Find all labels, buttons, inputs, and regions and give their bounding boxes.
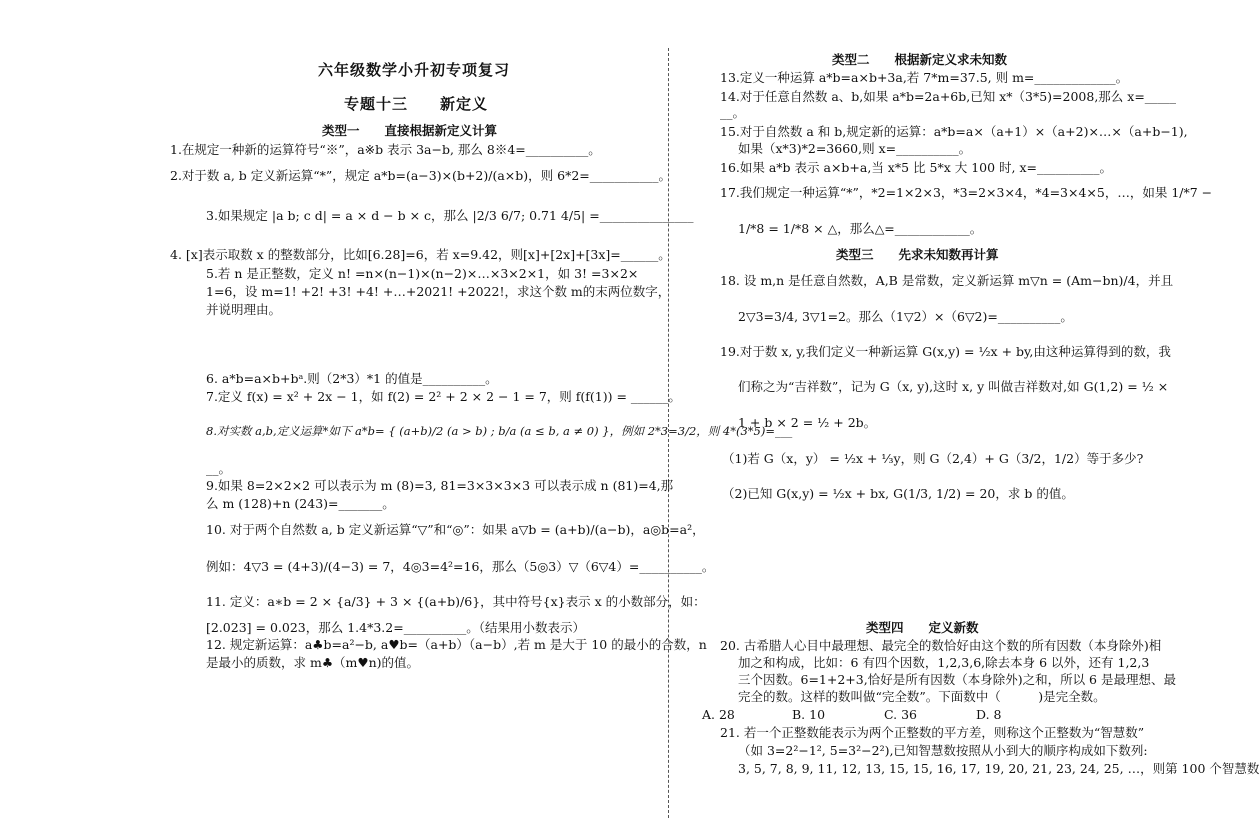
- question-20-line-4: 完全的数。这样的数叫做“完全数”。下面数中（ )是完全数。: [738, 689, 1106, 704]
- question-13: 13.定义一种运算 a*b=a×b+3a,若 7*m=37.5, 则 m=_____________。: [720, 70, 1129, 85]
- question-15-line-1: 15.对于自然数 a 和 b,规定新的运算：a*b=a×（a+1）×（a+2)×…×（a+b−1),: [720, 124, 1188, 139]
- option-b: B. 10: [792, 707, 826, 722]
- question-10-line-1: 10. 对于两个自然数 a, b 定义新运算“▽”和“◎”：如果 a▽b = (a+b)/(a−b)，a◎b=a²，: [206, 522, 705, 537]
- question-16: 16.如果 a*b 表示 a×b+a,当 x*5 比 5*x 大 100 时, x=__________。: [720, 160, 1113, 175]
- question-9-line-2: 么 m (128)+n (243)=_______。: [206, 496, 395, 511]
- question-3: 3.如果规定 |a b; c d| = a × d − b × c，那么 |2/3 6/7; 0.71 4/5| =_______________: [206, 208, 694, 223]
- question-6: 6. a*b=a×b+bᵃ.则（2*3）*1 的值是__________。: [206, 371, 498, 386]
- section-heading-1: 类型一 直接根据新定义计算: [322, 123, 498, 138]
- page-title: 六年级数学小升初专项复习: [318, 61, 511, 79]
- question-17-line-2: 1/*8 = 1/*8 × △，那么△=____________。: [738, 221, 983, 236]
- question-10-line-2: 例如：4▽3 = (4+3)/(4−3) = 7，4◎3=4²=16，那么（5◎3）▽（6▽4）=__________。: [206, 559, 715, 574]
- question-12-line-1: 12. 规定新运算：a♣b=a²−b, a♥b=（a+b）（a−b）,若 m 是大于 10 的最小的合数，n: [206, 637, 707, 652]
- question-20-line-2: 加之和构成，比如：6 有四个因数，1,2,3,6,除去本身 6 以外，还有 1,2,3: [738, 655, 1150, 670]
- question-19-part-1: （1)若 G（x，y） = ½x + ⅓y，则 G（2,4）+ G（3/2，1/2）等于多少?: [722, 451, 1144, 466]
- question-8-line-1: 8.对实数 a,b,定义运算*如下 a*b= { (a+b)/2 (a > b) ; b/a (a ≤ b, a ≠ 0) }，例如 2*3=3/2，则 4*(3*5)=___: [206, 424, 793, 438]
- question-19-part-2: （2)已知 G(x,y) = ½x + bx, G(1/3, 1/2) = 20，求 b 的值。: [722, 486, 1074, 501]
- question-18-line-2: 2▽3=3/4, 3▽1=2。那么（1▽2）×（6▽2)=__________。: [738, 309, 1073, 324]
- question-2: 2.对于数 a, b 定义新运算“*”，规定 a*b=(a−3)×(b+2)/(a×b)，则 6*2=___________。: [170, 168, 671, 183]
- question-5-line-3: 并说明理由。: [206, 302, 282, 317]
- section-heading-2: 类型二 根据新定义求未知数: [832, 52, 1008, 67]
- question-21-line-2: （如 3=2²−1², 5=3²−2²),已知智慧数按照从小到大的顺序构成如下数列:: [738, 743, 1148, 758]
- question-18-line-1: 18. 设 m,n 是任意自然数，A,B 是常数，定义新运算 m▽n = (Am−bn)/4，并且: [720, 273, 1174, 288]
- question-21-line-3: 3, 5, 7, 8, 9, 11, 12, 13, 15, 15, 16, 17, 19, 20, 21, 23, 24, 25, …，则第 100 个智慧数: [738, 761, 1259, 776]
- question-4: 4. [x]表示取数 x 的整数部分，比如[6.28]=6，若 x=9.42，则[x]+[2x]+[3x]=______。: [170, 247, 671, 262]
- option-d: D. 8: [976, 707, 1002, 722]
- question-11-line-2: [2.023] = 0.023，那么 1.4*3.2=__________。（结果用小数表示）: [206, 620, 585, 635]
- question-5-line-2: 1=6，设 m=1! +2! +3! +4! +…+2021! +2022!，求这个数 m的末两位数字，: [206, 284, 671, 299]
- question-5-line-1: 5.若 n 是正整数，定义 n! =n×(n−1)×(n−2)×…×3×2×1，如 3! =3×2×: [206, 266, 639, 281]
- question-19-line-3: 1 + b × 2 = ½ + 2b。: [738, 415, 877, 430]
- question-8-line-2: __。: [206, 461, 232, 476]
- question-7: 7.定义 f(x) = x² + 2x − 1，如 f(2) = 2² + 2 × 2 − 1 = 7，则 f(f(1)) = ______。: [206, 389, 681, 404]
- page-subtitle: 专题十三 新定义: [344, 95, 489, 113]
- option-c: C. 36: [884, 707, 917, 722]
- question-19-line-1: 19.对于数 x, y,我们定义一种新运算 G(x,y) = ½x + by,由这种运算得到的数，我: [720, 344, 1171, 359]
- question-12-line-2: 是最小的质数，求 m♣（m♥n)的值。: [206, 655, 420, 670]
- question-20-line-1: 20. 古希腊人心目中最理想、最完全的数恰好由这个数的所有因数（本身除外)相: [720, 638, 1162, 653]
- question-9-line-1: 9.如果 8=2×2×2 可以表示为 m (8)=3, 81=3×3×3×3 可以表示成 n (81)=4,那: [206, 478, 674, 493]
- question-14-line-2: __。: [720, 105, 746, 120]
- option-a: A. 28: [702, 707, 735, 722]
- question-15-line-2: 如果（x*3)*2=3660,则 x=__________。: [738, 141, 972, 156]
- section-heading-3: 类型三 先求未知数再计算: [836, 247, 999, 262]
- question-19-line-2: 们称之为“吉祥数”，记为 G（x, y),这时 x, y 叫做吉祥数对,如 G(1,2) = ½ ×: [738, 379, 1169, 394]
- section-heading-4: 类型四 定义新数: [866, 620, 979, 635]
- question-14-line-1: 14.对于任意自然数 a、b,如果 a*b=2a+6b,已知 x*（3*5)=2008,那么 x=_____: [720, 89, 1177, 104]
- question-1: 1.在规定一种新的运算符号“※”，a※b 表示 3a−b, 那么 8※4=__________。: [170, 142, 601, 157]
- question-11-line-1: 11. 定义：a∗b = 2 × {a/3} + 3 × {(a+b)/6}，其中符号{x}表示 x 的小数部分，如：: [206, 594, 706, 609]
- question-17-line-1: 17.我们规定一种运算“*”，*2=1×2×3，*3=2×3×4，*4=3×4×5，…，如果 1/*7 −: [720, 185, 1213, 200]
- question-21-line-1: 21. 若一个正整数能表示为两个正整数的平方差，则称这个正整数为“智慧数”: [720, 725, 1145, 740]
- question-20-line-3: 三个因数。6=1+2+3,恰好是所有因数（本身除外)之和，所以 6 是最理想、最: [738, 672, 1176, 687]
